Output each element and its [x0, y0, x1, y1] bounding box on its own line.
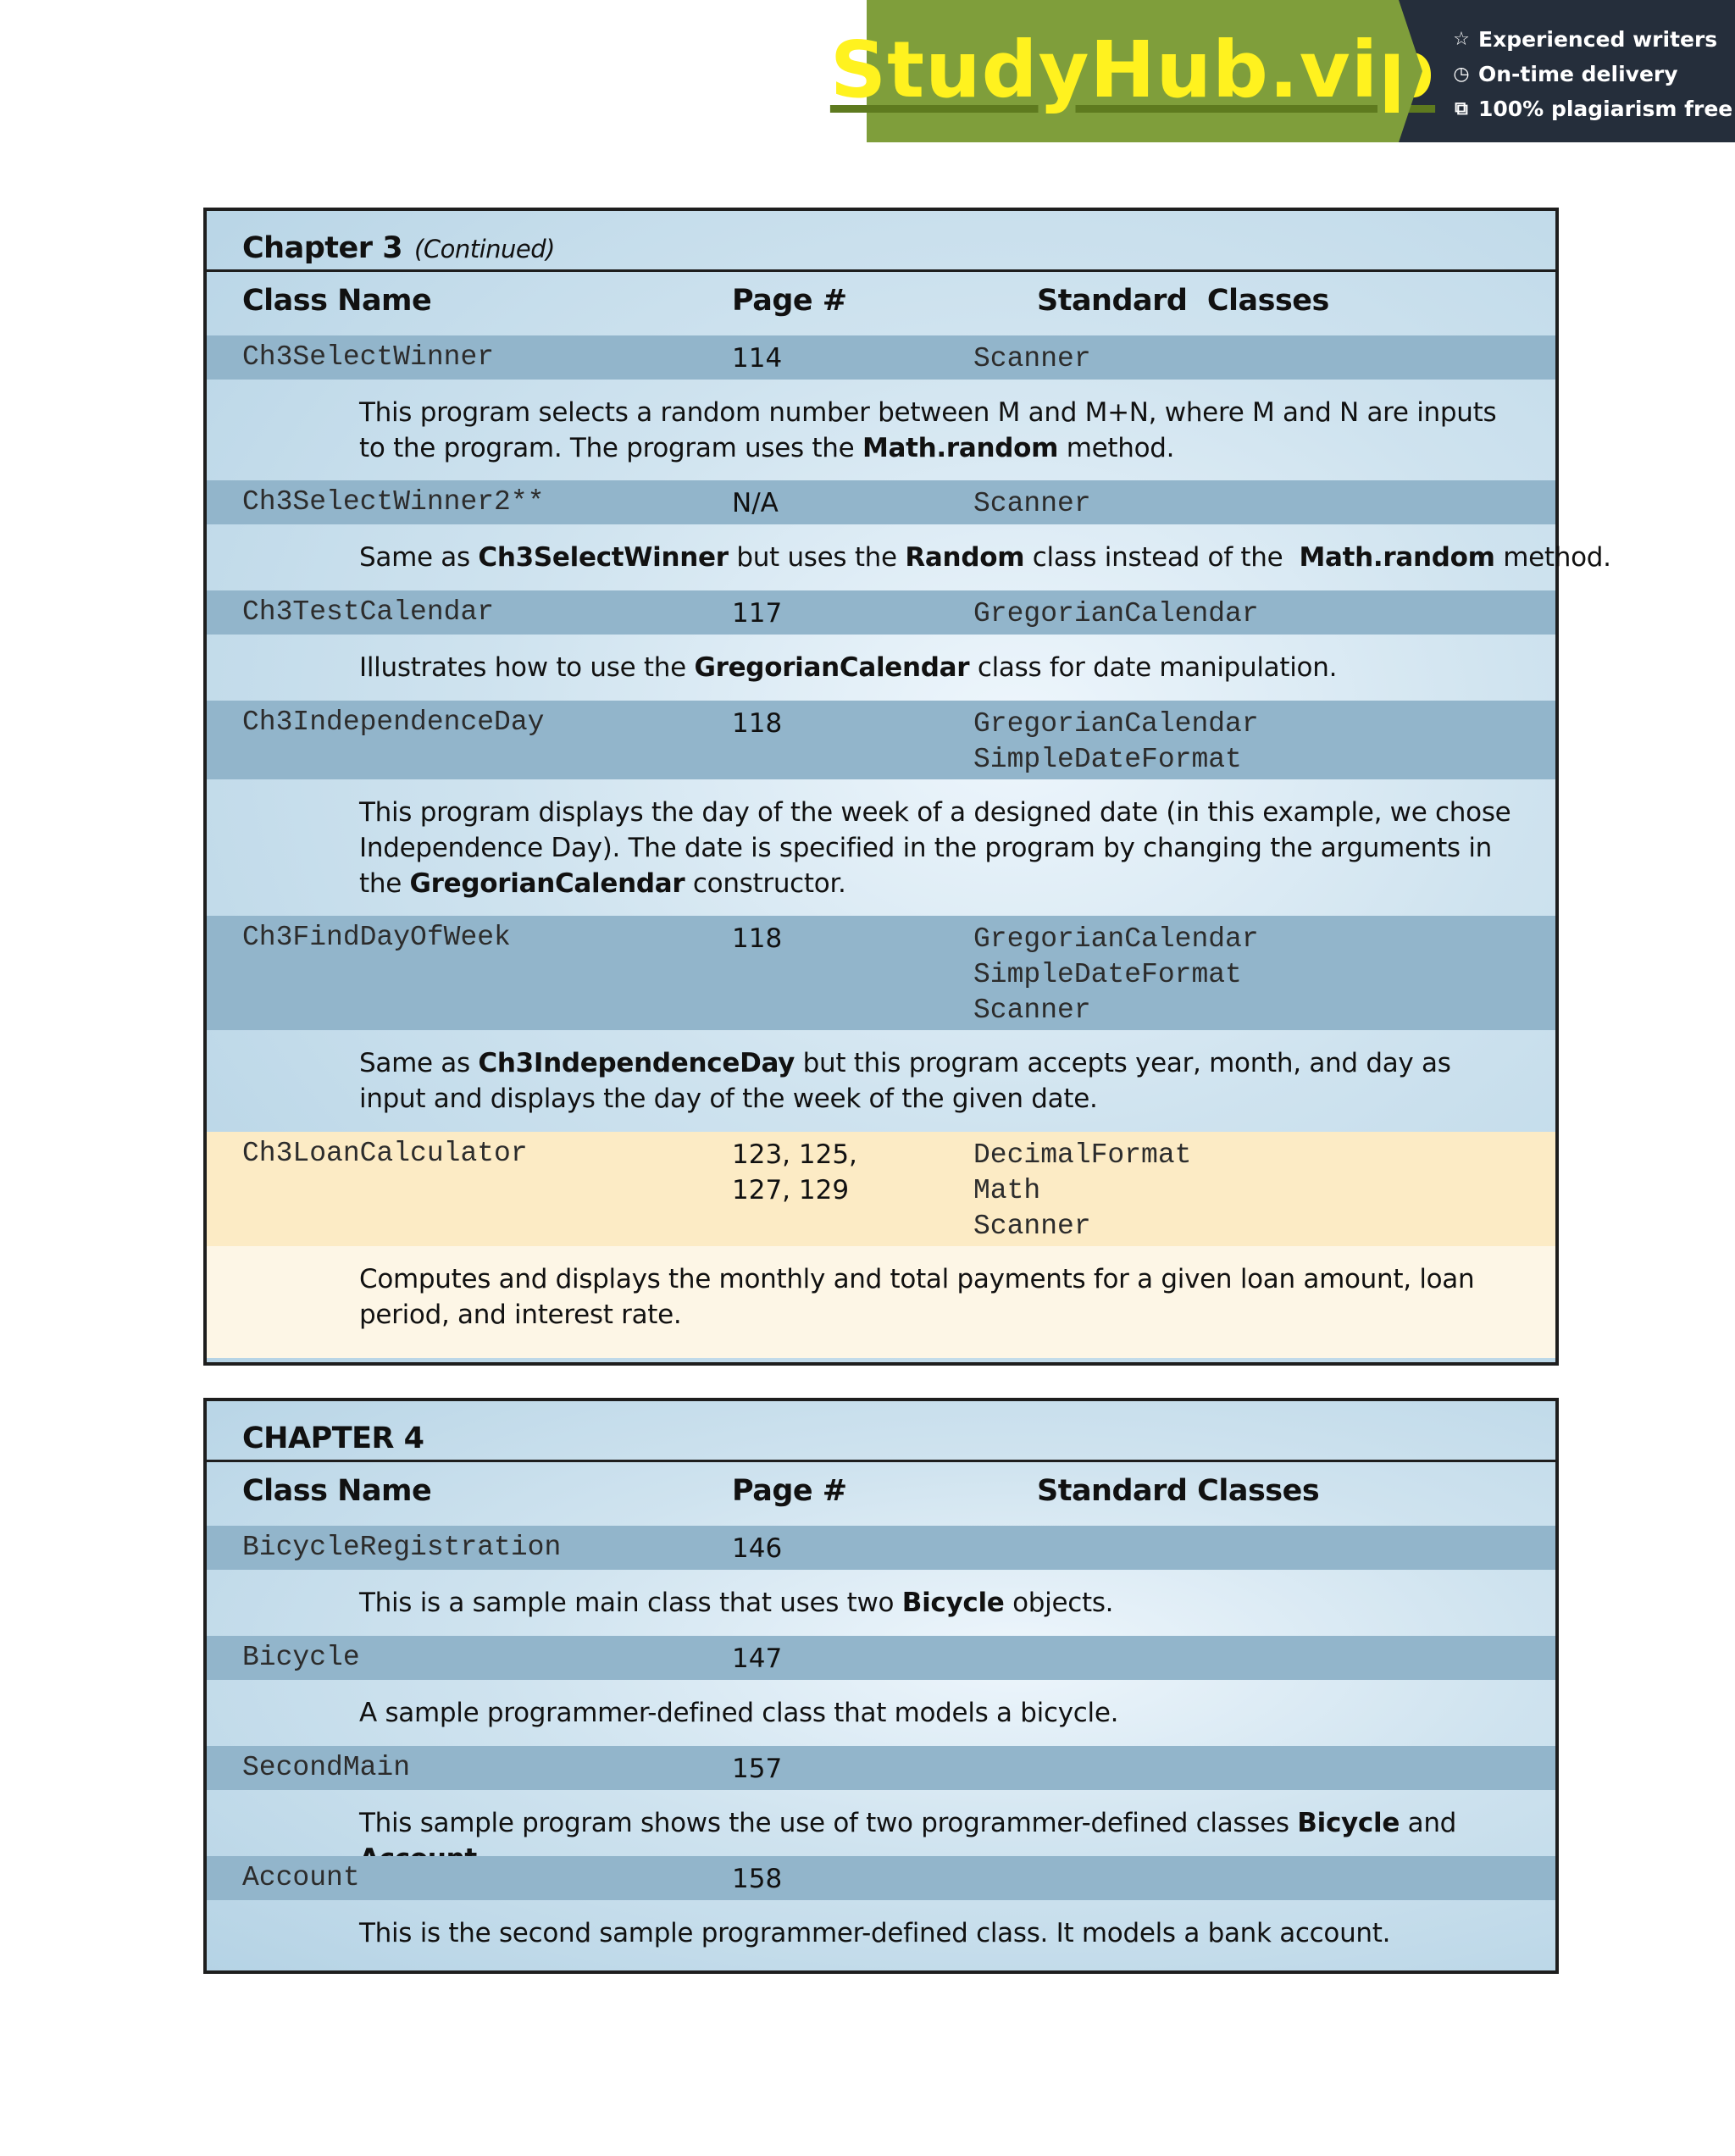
- desc-text: constructor.: [685, 868, 846, 899]
- page-number: 118: [732, 923, 783, 954]
- page-number: 147: [732, 1643, 783, 1674]
- chapter-heading: Chapter 3: [242, 231, 403, 265]
- page-number: 157: [732, 1754, 783, 1784]
- desc-text: objects.: [1004, 1588, 1114, 1618]
- table-header: [207, 1462, 1555, 1526]
- table-row: [207, 916, 1555, 1030]
- standard-classes: GregorianCalendar SimpleDateFormat: [973, 708, 1259, 775]
- feature-label: On-time delivery: [1478, 62, 1678, 86]
- page-number: N/A: [732, 488, 779, 518]
- header-class-name: Class Name: [242, 284, 432, 318]
- desc-text: Computes and displays the monthly and total payments for a given loan amount, loan period, and interest rate.: [359, 1264, 1475, 1330]
- desc-text: Illustrates how to use the: [359, 652, 695, 683]
- table-header: [207, 272, 1555, 335]
- desc-text: This is the second sample programmer-defined class. It models a bank account.: [359, 1918, 1391, 1948]
- header-page: Page #: [732, 284, 847, 318]
- class-name: Ch3FindDayOfWeek: [242, 922, 511, 953]
- clock-icon: ◷: [1453, 64, 1470, 85]
- desc-text: Same as: [359, 542, 479, 573]
- table-row-highlighted: [207, 1132, 1555, 1246]
- feature-list: [1399, 0, 1735, 142]
- class-name: Account: [242, 1862, 360, 1893]
- header-standard-classes: Standard Classes: [1037, 284, 1329, 318]
- header-page: Page #: [732, 1474, 847, 1508]
- desc-text: but uses the: [728, 542, 906, 573]
- standard-classes: Scanner: [973, 343, 1091, 374]
- row-description: [207, 1570, 1555, 1636]
- desc-bold: Ch3SelectWinner: [478, 542, 729, 573]
- class-name: Ch3SelectWinner2**: [242, 486, 545, 518]
- copy-icon: ⧉: [1455, 98, 1468, 119]
- class-name: Ch3LoanCalculator: [242, 1138, 528, 1169]
- standard-classes: GregorianCalendar SimpleDateFormat Scanner: [973, 923, 1259, 1026]
- class-name: Ch3SelectWinner: [242, 341, 495, 373]
- page-number: 114: [732, 343, 783, 374]
- table-row: [207, 480, 1555, 524]
- class-name: BicycleRegistration: [242, 1532, 562, 1563]
- page-number: 123, 125, 127, 129: [732, 1139, 857, 1205]
- standard-classes: Scanner: [973, 488, 1091, 519]
- desc-text: but this program accepts year, month, and day as input and displays the day of the week of the given date.: [359, 1048, 1451, 1114]
- table-row: [207, 1636, 1555, 1680]
- desc-text: Same as: [359, 1048, 479, 1078]
- desc-text: This program selects a random number between M and M+N, where M and N are inputs to the program. The program uses the: [359, 397, 1497, 463]
- row-description: [207, 1030, 1555, 1132]
- brand-logo: StudyHub.vip: [829, 24, 1436, 115]
- chapter-heading: CHAPTER 4: [242, 1422, 424, 1455]
- desc-text: This sample program shows the use of two programmer-defined classes: [359, 1808, 1298, 1838]
- desc-bold: GregorianCalendar: [409, 868, 685, 899]
- desc-bold: Bicycle: [1297, 1808, 1400, 1838]
- desc-text: class instead of the: [1024, 542, 1300, 573]
- row-description: [207, 1900, 1555, 1968]
- page-number: 117: [732, 598, 783, 629]
- page-number: 146: [732, 1533, 783, 1564]
- desc-text: method.: [1058, 433, 1175, 463]
- table-row: [207, 1856, 1555, 1900]
- table-row: [207, 1746, 1555, 1790]
- desc-bold: GregorianCalendar: [694, 652, 970, 683]
- row-description: [207, 380, 1555, 480]
- feature-label: Experienced writers: [1478, 27, 1718, 52]
- table-row: [207, 335, 1555, 380]
- page-number: 118: [732, 708, 783, 739]
- star-icon: ☆: [1453, 29, 1470, 50]
- row-description: [207, 779, 1555, 916]
- class-name: Ch3TestCalendar: [242, 596, 495, 628]
- row-description: [207, 1790, 1555, 1856]
- header-class-name: Class Name: [242, 1474, 432, 1508]
- class-name: SecondMain: [242, 1752, 411, 1783]
- desc-text: This is a sample main class that uses two: [359, 1588, 902, 1618]
- table-row: [207, 590, 1555, 635]
- chapter3-table: [203, 208, 1611, 1366]
- desc-text: and: [1400, 1808, 1457, 1838]
- chapter4-title: [207, 1401, 1555, 1462]
- page-number: 158: [732, 1864, 783, 1894]
- studyhub-banner[interactable]: [829, 0, 1735, 142]
- desc-text: A sample programmer-defined class that models a bicycle.: [359, 1698, 1119, 1728]
- header-standard-classes: Standard Classes: [1037, 1474, 1320, 1508]
- row-description: [207, 635, 1555, 701]
- continued-label: (Continued): [414, 235, 555, 263]
- row-description: [207, 1680, 1555, 1746]
- desc-bold: Math.random: [862, 433, 1059, 463]
- feature-label: 100% plagiarism free: [1478, 97, 1733, 121]
- feature-item: [1451, 22, 1735, 57]
- table-row: [207, 701, 1555, 779]
- desc-text: This program displays the day of the week of a designed date (in this example, we chose Independence Day). The date is specified in the program by changing the arguments in the: [359, 797, 1511, 899]
- desc-bold: Bicycle: [901, 1588, 1005, 1618]
- desc-bold: Math.random: [1299, 542, 1495, 573]
- chapter3-title: [207, 211, 1555, 272]
- desc-text: class for date manipulation.: [969, 652, 1338, 683]
- desc-bold: Random: [905, 542, 1025, 573]
- row-description: [207, 1246, 1555, 1358]
- feature-item: [1451, 91, 1735, 126]
- feature-item: [1451, 57, 1735, 91]
- table-row: [207, 1526, 1555, 1570]
- desc-bold: Ch3IndependenceDay: [478, 1048, 795, 1078]
- brand-block: [829, 0, 1436, 142]
- row-description: [207, 524, 1611, 590]
- standard-classes: DecimalFormat Math Scanner: [973, 1139, 1192, 1242]
- standard-classes: GregorianCalendar: [973, 598, 1259, 629]
- chapter4-table: [203, 1398, 1559, 1974]
- desc-text: method.: [1494, 542, 1611, 573]
- class-name: Ch3IndependenceDay: [242, 707, 545, 738]
- class-name: Bicycle: [242, 1642, 360, 1673]
